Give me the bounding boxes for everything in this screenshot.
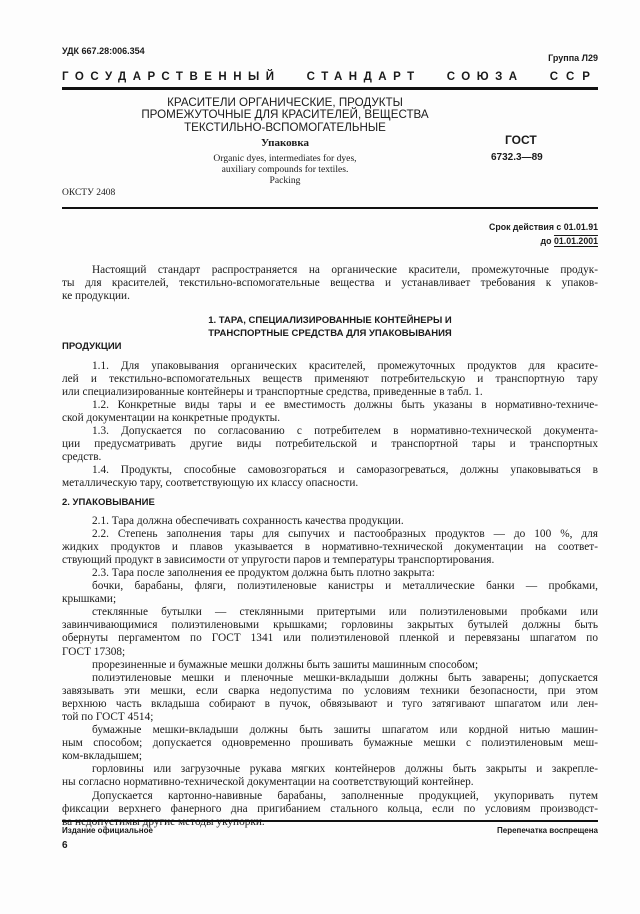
english-title-line: Packing: [269, 175, 301, 186]
text-line: обернуты пергаментом по ГОСТ 1341 или полиэтиленовой пленкой и перевязаны шпагатом по: [62, 632, 598, 645]
paragraph: [62, 528, 598, 567]
text-line: ции предусматривать другие виды потребительской и транспортной тары и транспортных: [62, 438, 598, 451]
page-number: 6: [62, 840, 68, 851]
reprint-prohibited-note: Перепечатка воспрещена: [497, 826, 598, 835]
paragraph: [62, 659, 598, 672]
text-line: завинчивающимися полиэтиленовыми крышками; горловины закрытых бутылей должны быть: [62, 619, 598, 632]
text-line: ком-вкладышем;: [62, 750, 143, 763]
section-heading: [62, 314, 598, 353]
heading-line: 2. УПАКОВЫВАНИЕ: [62, 496, 155, 508]
gost-label: ГОСТ: [505, 133, 537, 147]
paragraph: [62, 399, 598, 425]
text-line: Настоящий стандарт распространяется на органические красители, промежуточные продук-: [92, 264, 598, 276]
group-code: Группа Л29: [548, 53, 598, 63]
document-title: [120, 97, 450, 134]
text-line: прорезиненные и бумажные мешки должны быть зашиты машинным способом;: [92, 658, 479, 671]
text-line: средств.: [62, 451, 102, 464]
text-line: лей и текстильно-вспомогательных веществ применяют потребительскую и транспортную тару: [62, 372, 598, 385]
text-line: или специализированные контейнеры и транспортные средства, приведенные в табл. 1.: [62, 385, 483, 398]
paragraph: [62, 360, 598, 399]
text-line: 1.1. Для упаковывания органических красителей, промежуточных продуктов для красите-: [92, 359, 598, 372]
text-line: ской документации на конкретные продукты.: [62, 411, 281, 424]
text-line: жидких продуктов и плавов указывается в нормативно-технической документации на соответ-: [62, 540, 598, 553]
text-line: полиэтиленовые мешки и пленочные мешки-вкладыши должны быть заварены; допускается: [92, 671, 598, 684]
title-line: ПРОМЕЖУТОЧНЫЕ ДЛЯ КРАСИТЕЛЕЙ, ВЕЩЕСТВА: [141, 108, 429, 122]
validity-from: Срок действия с 01.01.91: [488, 222, 598, 232]
document-body: [62, 264, 598, 829]
document-subtitle: Упаковка: [260, 137, 310, 149]
text-line: ты для красителей, текстильно-вспомогательные вещества и устанавливает требования к упаков-: [62, 277, 598, 290]
title-line: ТЕКСТИЛЬНО-ВСПОМОГАТЕЛЬНЫЕ: [184, 120, 386, 134]
text-line: бочки, барабаны, фляги, полиэтиленовые канистры и металлические банки — пробками,: [92, 580, 598, 593]
text-line: 2.3. Тара после заполнения ее продуктом должна быть плотно закрыта:: [92, 566, 435, 579]
heading-line: ТРАНСПОРТНЫЕ СРЕДСТВА ДЛЯ УПАКОВЫВАНИЯ: [208, 328, 452, 340]
footer-rule: [62, 820, 598, 822]
banner-word: СОЮЗА: [446, 71, 524, 83]
text-line: горловины или загрузочные рукава мягких контейнеров должны быть закрыты и закрепле-: [92, 763, 598, 776]
paragraph: [62, 580, 598, 606]
udk-code: УДК 667.28:006.354: [62, 46, 145, 56]
text-line: 1.4. Продукты, способные самовозгораться и саморазогреваться, должны упаковываться в: [92, 464, 598, 477]
paragraph: [62, 515, 598, 528]
section-heading: [62, 496, 598, 509]
text-line: 2.2. Степень заполнения тары для сыпучих и пастообразных продуктов — до 100 %, для: [92, 527, 598, 540]
paragraph: [62, 724, 598, 763]
paragraph: [62, 790, 598, 829]
title-line: КРАСИТЕЛИ ОРГАНИЧЕСКИЕ, ПРОДУКТЫ: [167, 96, 403, 109]
text-line: бумажные мешки-вкладыши должны быть зашиты шпагатом или кордной нитью машин-: [92, 724, 598, 737]
gost-number: 6732.3—89: [491, 152, 543, 163]
english-title-line: Organic dyes, intermediates for dyes,: [213, 153, 357, 164]
text-line: 1.3. Допускается по согласованию с потребителем в нормативно-технической документа-: [92, 425, 598, 438]
text-line: ке продукции.: [62, 290, 130, 303]
paragraph: [62, 425, 598, 464]
english-title-line: auxiliary compounds for textiles.: [221, 164, 349, 175]
text-line: фиксации верхнего фанерного дна пригибанием стального кольца, если по условиям производст-: [62, 802, 598, 815]
title-block-rule: [62, 207, 598, 209]
text-line: ны согласно нормативно-технической документации на соответствующий контейнер.: [62, 776, 474, 789]
text-line: ным способом; допускается одновременно прошивать бумажные мешки с полиэтиленовым меш-: [62, 737, 598, 750]
paragraph: [62, 606, 598, 658]
text-line: стеклянные бутылки — стеклянными притертыми или полиэтиленовыми пробками или: [92, 606, 598, 619]
paragraph: [62, 763, 598, 789]
text-line: крышками;: [62, 593, 117, 606]
heading-line: ПРОДУКЦИИ: [62, 341, 122, 353]
text-line: завязывать эти мешки, если сварка недопустима по условиям техники безопасности, при этом: [62, 684, 598, 697]
text-line: 2.1. Тара должна обеспечивать сохранность качества продукции.: [92, 514, 404, 527]
validity-to-prefix: до: [540, 236, 552, 246]
official-edition-note: Издание официальное: [62, 826, 153, 835]
text-line: металлическую тару, соответствующую их классу опасности.: [62, 477, 359, 490]
text-line: верхнюю часть вкладыша собирают в пучок, обвязывают и туго затягивают шпагатом или лен-: [62, 697, 598, 710]
validity-to: [541, 236, 598, 246]
paragraph: [62, 672, 598, 724]
okstu-code: ОКСТУ 2408: [62, 188, 116, 198]
english-title: [120, 153, 450, 186]
text-line: 1.2. Конкретные виды тары и ее вместимость должны быть указаны в нормативно-техниче-: [92, 398, 598, 411]
text-line: ствующий продукт в зависимости от упругости паров и температуры транспортирования.: [62, 553, 495, 566]
text-line: ГОСТ 17308;: [62, 645, 126, 658]
paragraph: [62, 567, 598, 580]
banner-word: ГОСУДАРСТВЕННЫЙ: [62, 71, 281, 83]
header-rule: [62, 87, 598, 90]
text-line: той по ГОСТ 4514;: [62, 711, 154, 723]
state-standard-banner: [62, 71, 598, 83]
banner-word: СТАНДАРТ: [306, 71, 421, 83]
paragraph: [62, 264, 598, 303]
heading-line: 1. ТАРА, СПЕЦИАЛИЗИРОВАННЫЕ КОНТЕЙНЕРЫ И: [208, 315, 452, 327]
paragraph: [62, 464, 598, 490]
banner-word: ССР: [549, 71, 598, 83]
text-line: Допускается картонно-навивные барабаны, заполненные продукцией, укупоривать путем: [92, 789, 598, 802]
validity-to-date: 01.01.2001: [553, 236, 598, 246]
